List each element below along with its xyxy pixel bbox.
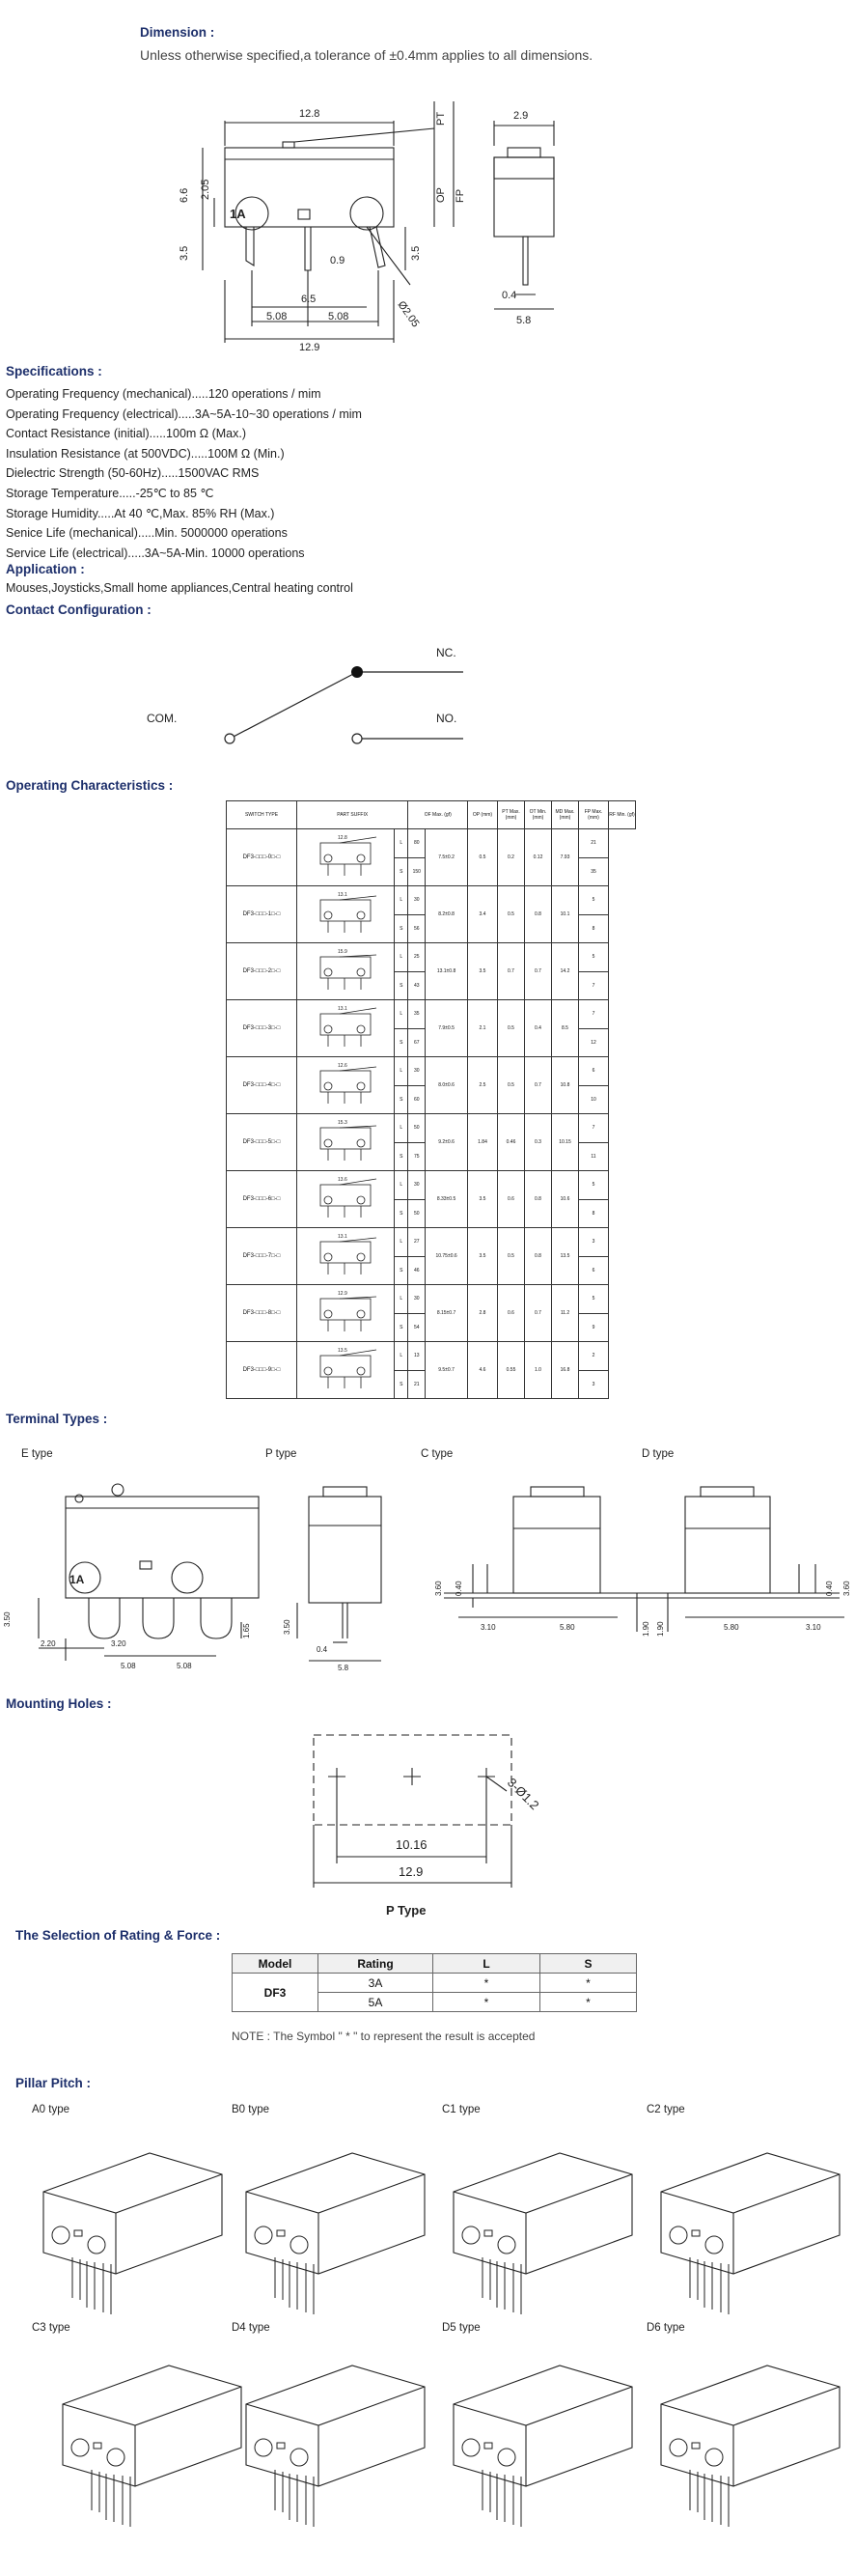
pillar-label-d4: D4 type [232,2322,270,2334]
op-cell-op: 10.75±0.6 [426,1228,468,1285]
contact-heading: Contact Configuration : [6,602,152,617]
op-force-type: S [395,914,408,943]
op-cell-l: 30 [408,886,426,915]
op-cell-rf2: 10 [579,1085,609,1114]
dimension-heading: Dimension : [140,25,215,40]
op-cell-l: 35 [408,1000,426,1029]
d-dim-1-90: 1.90 [656,1621,665,1637]
dim-5-08a: 5.08 [266,311,288,322]
op-cell-op: 8.15±0.7 [426,1285,468,1342]
op-dim-label: 13.1 [338,1234,347,1240]
p-dim-5-8: 5.8 [338,1664,349,1672]
op-cell-l: 27 [408,1228,426,1257]
c-dim-3-60: 3.60 [434,1581,443,1596]
e-dim-2-20: 2.20 [41,1639,56,1648]
mounting-drawing [294,1723,565,1892]
specifications-list [6,384,362,563]
spec-item: Service Life (electrical).....3A~5A-Min. 10000 operations [6,546,305,560]
pillar-label-c2: C2 type [647,2104,685,2115]
op-cell-md: 0.8 [525,1228,552,1285]
e-dim-5-08b: 5.08 [177,1662,192,1670]
op-cell-op: 9.5±0.7 [426,1342,468,1399]
e-dim-1a: 1A [69,1573,85,1586]
pillar-c1-drawing [454,2153,632,2314]
op-cell-s: 50 [408,1199,426,1228]
op-header: SWITCH TYPE [227,801,297,829]
c-dim-5-80: 5.80 [560,1623,575,1632]
op-cell-rf1: 7 [579,1000,609,1029]
dimension-drawing [174,101,608,352]
op-force-type: S [395,1256,408,1285]
op-switch-drawing [297,1057,395,1114]
op-switch-drawing [297,1000,395,1057]
op-cell-ot: 0.46 [498,1114,525,1171]
pillar-label-c1: C1 type [442,2104,481,2115]
dim-2-05: 2.05 [200,179,211,200]
rating-value: 3A [318,1974,433,1993]
op-switch-drawing [297,886,395,943]
application-text: Mouses,Joysticks,Small home appliances,Central heating control [6,581,353,595]
op-cell-type: DF3-□□□-0□-□ [227,829,297,886]
op-cell-l: 50 [408,1114,426,1143]
op-cell-l: 30 [408,1285,426,1314]
op-header: OP (mm) [468,801,498,829]
rating-table [232,1953,637,2012]
op-cell-rf2: 12 [579,1028,609,1057]
terminal-d-label: D type [642,1448,675,1460]
mount-dim-10-16: 10.16 [396,1837,428,1852]
op-cell-l: 80 [408,829,426,858]
op-cell-rf1: 3 [579,1228,609,1257]
op-dim-label: 13.6 [338,1177,347,1183]
terminal-e-label: E type [21,1448,53,1460]
c-dim-0-40: 0.40 [455,1581,463,1596]
op-force-type: L [395,1000,408,1029]
op-cell-md: 1.0 [525,1342,552,1399]
dim-5-8: 5.8 [516,315,532,326]
op-header: FP Max. (mm) [579,801,609,829]
op-switch-drawing [297,1171,395,1228]
terminal-drawings [3,1472,851,1672]
pillar-a0-drawing [43,2153,222,2314]
op-cell-rf2: 11 [579,1142,609,1171]
contact-nc: NC. [436,646,456,659]
op-cell-md: 0.8 [525,886,552,943]
op-force-type: S [395,857,408,886]
op-cell-fp: 10.6 [552,1171,579,1228]
op-cell-fp: 10.1 [552,886,579,943]
p-dim-3-50: 3.50 [283,1619,291,1635]
pillar-label-b0: B0 type [232,2104,269,2115]
op-dim-label: 12.9 [338,1291,347,1297]
op-cell-s: 43 [408,971,426,1000]
c-dim-3-10: 3.10 [481,1623,496,1632]
op-switch-drawing [297,1114,395,1171]
dim-12-8: 12.8 [299,108,320,120]
op-cell-rf1: 7 [579,1114,609,1143]
op-cell-pt: 1.84 [468,1114,498,1171]
op-cell-pt: 3.5 [468,1171,498,1228]
terminal-c-label: C type [421,1448,454,1460]
spec-item: Dielectric Strength (50-60Hz).....1500VAC RMS [6,466,260,481]
op-force-type: L [395,1342,408,1371]
mounting-caption: P Type [386,1903,427,1918]
rating-model: DF3 [233,1974,318,2012]
rating-header: L [433,1954,540,1974]
dim-phi: Ø2.05 [395,298,422,330]
pillar-c2-drawing [661,2153,840,2314]
op-cell-md: 0.8 [525,1171,552,1228]
rating-header: Model [233,1954,318,1974]
op-cell-rf1: 6 [579,1057,609,1086]
op-cell-md: 0.7 [525,1057,552,1114]
specifications-heading: Specifications : [6,364,102,378]
dim-5-08b: 5.08 [328,311,349,322]
op-cell-s: 75 [408,1142,426,1171]
op-dim-label: 13.5 [338,1348,347,1354]
op-cell-l: 30 [408,1057,426,1086]
op-cell-md: 0.12 [525,829,552,886]
mount-holes: 3-Ø1.2 [504,1775,542,1813]
op-force-type: L [395,1228,408,1257]
op-force-type: S [395,1085,408,1114]
pillar-heading: Pillar Pitch : [15,2076,92,2090]
op-force-type: L [395,1114,408,1143]
rating-l: * [433,1974,540,1993]
rating-heading: The Selection of Rating & Force : [15,1928,221,1943]
op-force-type: L [395,886,408,915]
op-force-type: S [395,1370,408,1399]
op-cell-type: DF3-□□□-3□-□ [227,1000,297,1057]
dim-pt: PT [435,111,447,126]
pillar-label-d6: D6 type [647,2322,685,2334]
op-header: PART SUFFIX [297,801,408,829]
dim-2-9: 2.9 [513,110,529,122]
op-force-type: S [395,1313,408,1342]
op-cell-s: 56 [408,914,426,943]
op-dim-label: 13.1 [338,1006,347,1012]
e-dim-1-65: 1.65 [242,1623,251,1638]
op-cell-op: 8.33±0.5 [426,1171,468,1228]
spec-item: Storage Temperature.....-25℃ to 85 ℃ [6,486,214,500]
d-dim-3-60: 3.60 [842,1581,851,1596]
op-cell-op: 13.1±0.8 [426,943,468,1000]
op-cell-fp: 8.5 [552,1000,579,1057]
op-cell-fp: 10.8 [552,1057,579,1114]
contact-diagram [135,628,521,753]
op-force-type: L [395,1057,408,1086]
op-cell-ot: 0.55 [498,1342,525,1399]
op-dim-label: 15.9 [338,949,347,955]
op-cell-l: 30 [408,1171,426,1200]
op-cell-md: 0.4 [525,1000,552,1057]
op-cell-type: DF3-□□□-9□-□ [227,1342,297,1399]
op-cell-ot: 0.5 [498,886,525,943]
op-cell-op: 9.2±0.6 [426,1114,468,1171]
op-force-type: S [395,1199,408,1228]
op-cell-rf2: 8 [579,1199,609,1228]
op-cell-s: 67 [408,1028,426,1057]
dimension-note: Unless otherwise specified,a tolerance of ±0.4mm applies to all dimensions. [140,47,593,63]
op-cell-type: DF3-□□□-2□-□ [227,943,297,1000]
op-cell-ot: 0.6 [498,1171,525,1228]
rating-header: S [540,1954,637,1974]
mount-dim-12-9: 12.9 [399,1864,424,1879]
contact-no: NO. [436,712,457,725]
op-force-type: S [395,1028,408,1057]
op-cell-rf1: 5 [579,943,609,972]
dim-12-9: 12.9 [299,342,320,353]
op-cell-type: DF3-□□□-8□-□ [227,1285,297,1342]
op-cell-pt: 2.8 [468,1285,498,1342]
application-heading: Application : [6,562,85,576]
d-dim-5-80: 5.80 [724,1623,739,1632]
op-cell-rf1: 5 [579,1171,609,1200]
dim-3-5b: 3.5 [410,245,422,261]
d-dim-3-10: 3.10 [806,1623,821,1632]
op-cell-rf1: 21 [579,829,609,858]
op-cell-rf2: 6 [579,1256,609,1285]
contact-com: COM. [147,712,178,725]
op-dim-label: 12.8 [338,835,347,841]
op-force-type: L [395,1171,408,1200]
op-cell-fp: 14.2 [552,943,579,1000]
op-cell-fp: 13.5 [552,1228,579,1285]
op-cell-type: DF3-□□□-7□-□ [227,1228,297,1285]
op-cell-rf1: 2 [579,1342,609,1371]
op-cell-s: 21 [408,1370,426,1399]
op-cell-fp: 11.2 [552,1285,579,1342]
pillar-d6-drawing [661,2366,840,2527]
rating-s: * [540,1993,637,2012]
dim-3-5: 3.5 [179,245,190,261]
pillar-label-a0: A0 type [32,2104,69,2115]
op-header: PT Max. (mm) [498,801,525,829]
op-cell-fp: 16.8 [552,1342,579,1399]
d-dim-0-40: 0.40 [825,1581,834,1596]
terminal-p-label: P type [265,1448,297,1460]
op-cell-type: DF3-□□□-4□-□ [227,1057,297,1114]
spec-item: Storage Humidity.....At 40 ℃,Max. 85% RH (Max.) [6,506,275,520]
op-cell-ot: 0.5 [498,1000,525,1057]
op-force-type: L [395,829,408,858]
op-cell-pt: 0.5 [468,829,498,886]
op-switch-drawing [297,1228,395,1285]
op-cell-pt: 4.6 [468,1342,498,1399]
op-force-type: L [395,943,408,972]
dim-op: OP [435,187,447,203]
operating-table [226,800,636,1399]
op-cell-pt: 3.4 [468,886,498,943]
pillar-b0-drawing [246,2153,425,2314]
pillar-d5-drawing [454,2366,632,2527]
op-cell-pt: 2.5 [468,1057,498,1114]
op-cell-pt: 3.5 [468,1228,498,1285]
dim-1a-mark: 1A [230,207,246,221]
op-cell-l: 25 [408,943,426,972]
spec-item: Operating Frequency (electrical).....3A~5A-10~30 operations / mim [6,406,362,421]
spec-item: Senice Life (mechanical).....Min. 5000000 operations [6,526,288,541]
op-header: OF Max. (gf) [408,801,468,829]
terminal-heading: Terminal Types : [6,1412,108,1426]
pillar-label-d5: D5 type [442,2322,481,2334]
op-header: RF Min. (gf) [609,801,636,829]
op-cell-type: DF3-□□□-1□-□ [227,886,297,943]
op-header: OT Min. (mm) [525,801,552,829]
rating-header: Rating [318,1954,433,1974]
op-cell-ot: 0.5 [498,1228,525,1285]
dim-0-4: 0.4 [502,290,517,301]
op-cell-op: 8.0±0.6 [426,1057,468,1114]
op-force-type: S [395,971,408,1000]
op-cell-s: 46 [408,1256,426,1285]
dim-6-6: 6.6 [179,187,190,203]
op-cell-s: 150 [408,857,426,886]
op-cell-rf2: 9 [579,1313,609,1342]
op-cell-s: 60 [408,1085,426,1114]
pillar-d4-drawing [246,2366,425,2527]
p-dim-0-4: 0.4 [317,1645,328,1654]
op-cell-rf2: 8 [579,914,609,943]
op-cell-l: 13 [408,1342,426,1371]
op-cell-ot: 0.6 [498,1285,525,1342]
dim-0-9: 0.9 [330,255,345,266]
dim-fp: FP [455,188,466,203]
rating-s: * [540,1974,637,1993]
op-cell-ot: 0.7 [498,943,525,1000]
op-cell-fp: 7.93 [552,829,579,886]
spec-item: Operating Frequency (mechanical).....120 operations / mim [6,387,321,401]
op-dim-label: 13.1 [338,892,347,898]
op-switch-drawing [297,943,395,1000]
op-cell-s: 54 [408,1313,426,1342]
op-cell-ot: 0.2 [498,829,525,886]
pillar-label-c3: C3 type [32,2322,70,2334]
e-dim-3-50: 3.50 [3,1611,12,1627]
spec-item: Insulation Resistance (at 500VDC).....100M Ω (Min.) [6,446,285,461]
op-cell-type: DF3-□□□-5□-□ [227,1114,297,1171]
op-cell-rf2: 7 [579,971,609,1000]
pillar-drawings [0,2119,855,2563]
op-cell-rf1: 5 [579,1285,609,1314]
op-force-type: L [395,1285,408,1314]
op-cell-op: 7.5±0.2 [426,829,468,886]
op-dim-label: 15.3 [338,1120,347,1126]
op-force-type: S [395,1142,408,1171]
op-header: MD Max. (mm) [552,801,579,829]
op-cell-md: 0.7 [525,1285,552,1342]
op-cell-ot: 0.5 [498,1057,525,1114]
spec-item: Contact Resistance (initial).....100m Ω (Max.) [6,427,247,441]
rating-note: NOTE : The Symbol " * " to represent the result is accepted [232,2030,536,2043]
op-cell-md: 0.7 [525,943,552,1000]
op-cell-op: 8.2±0.8 [426,886,468,943]
op-cell-pt: 2.1 [468,1000,498,1057]
op-cell-md: 0.3 [525,1114,552,1171]
e-dim-5-08a: 5.08 [121,1662,136,1670]
op-switch-drawing [297,829,395,886]
op-cell-rf2: 3 [579,1370,609,1399]
op-cell-rf1: 5 [579,886,609,915]
rating-value: 5A [318,1993,433,2012]
op-cell-fp: 10.15 [552,1114,579,1171]
c-dim-1-90: 1.90 [642,1621,650,1637]
op-switch-drawing [297,1342,395,1399]
op-cell-rf2: 35 [579,857,609,886]
op-cell-op: 7.9±0.5 [426,1000,468,1057]
op-cell-pt: 3.5 [468,943,498,1000]
op-dim-label: 12.6 [338,1063,347,1069]
op-switch-drawing [297,1285,395,1342]
mounting-heading: Mounting Holes : [6,1696,112,1711]
op-cell-type: DF3-□□□-6□-□ [227,1171,297,1228]
pillar-c3-drawing [63,2366,241,2527]
e-dim-3-20: 3.20 [111,1639,126,1648]
operating-heading: Operating Characteristics : [6,778,174,793]
rating-l: * [433,1993,540,2012]
dim-6-5: 6.5 [301,294,317,305]
